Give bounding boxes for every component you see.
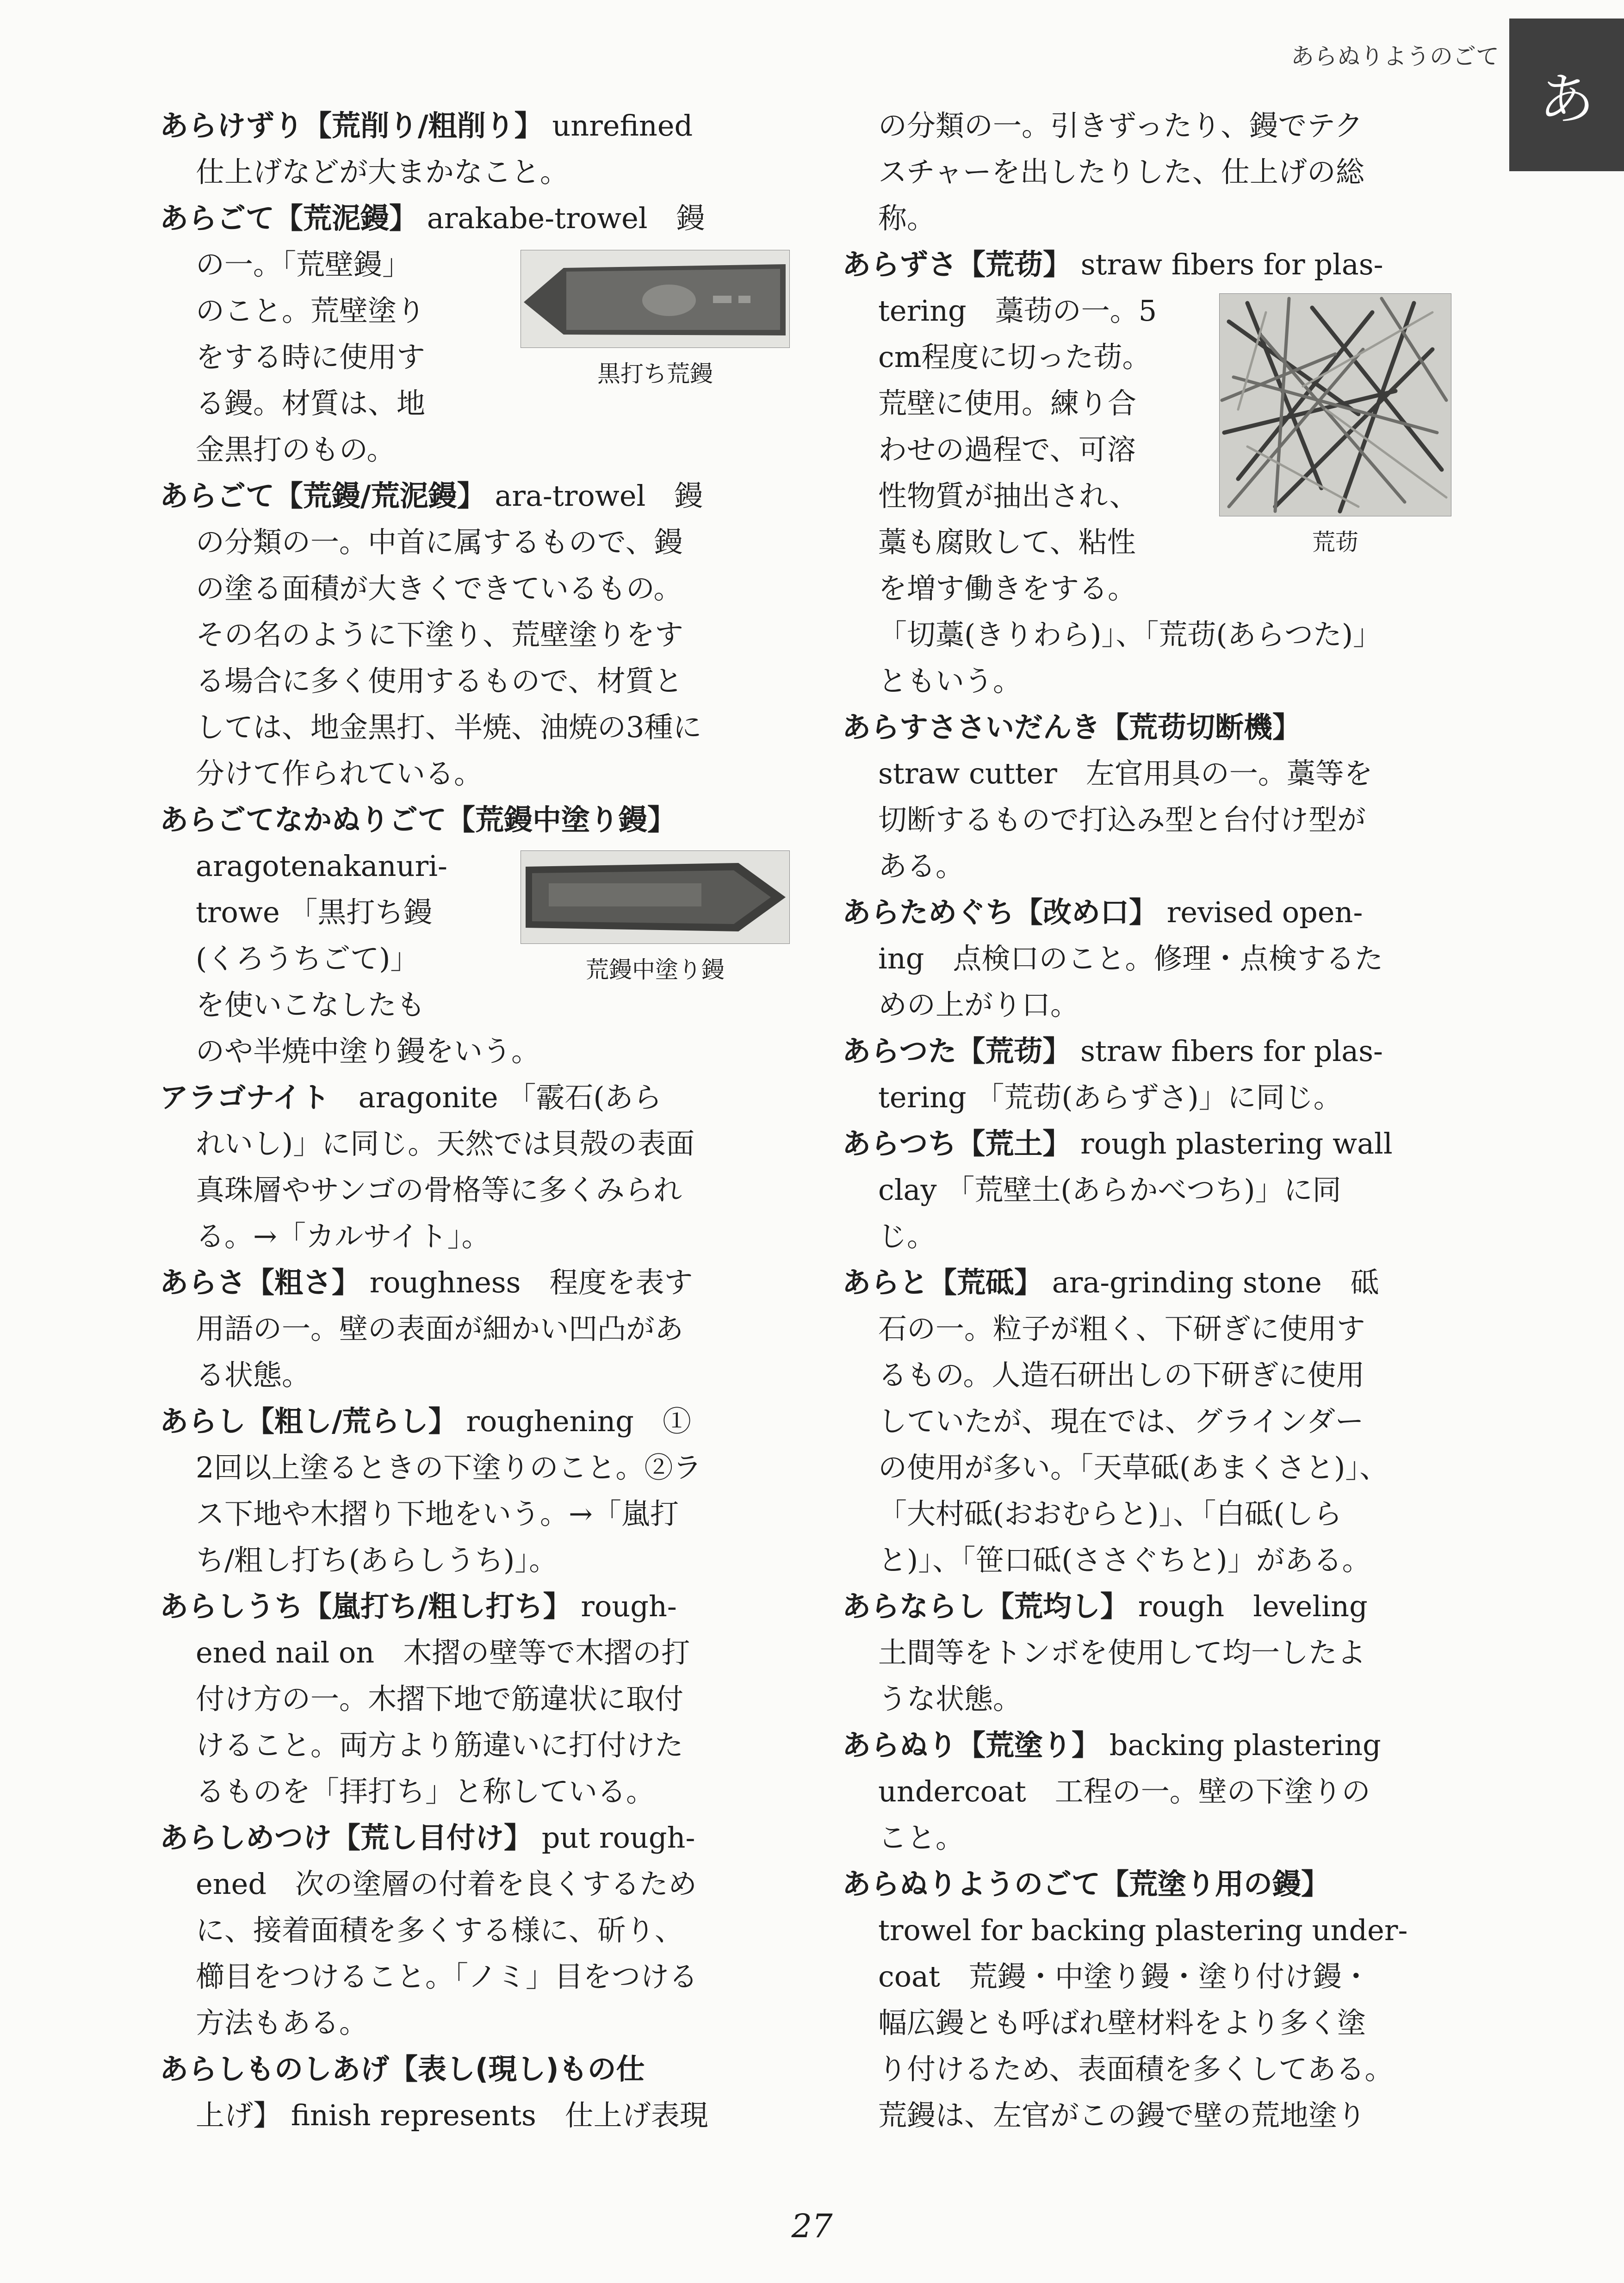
entry-headword: アラゴナイト — [160, 1080, 330, 1114]
entry-line: 切断するもので打込み型と台付け型が — [878, 803, 1366, 837]
entry-text: rough- — [571, 1589, 677, 1623]
entry-headword: あらごて【荒泥鏝】 — [160, 201, 418, 235]
entry-text: revised open- — [1158, 895, 1363, 929]
entry-line: 土間等をトンボを使用して均一したよ — [878, 1636, 1366, 1669]
entry-line: 荒壁に使用。練り合 — [878, 386, 1137, 420]
entry-line — [160, 797, 793, 843]
figure-caption: 荒苆 — [1312, 529, 1358, 556]
figure-caption: 黒打ち荒鏝 — [597, 360, 713, 387]
entry-headword: あらならし【荒均し】 — [842, 1589, 1129, 1623]
entry-line — [160, 1259, 793, 1306]
entry-line: その名のように下塗り、荒壁塗りをす — [196, 618, 684, 651]
entry-line: ス下地や木摺り下地をいう。→「嵐打 — [196, 1497, 679, 1531]
middle-coat-trowel-photo — [521, 850, 790, 944]
entry-text: ara-trowel 鏝 — [485, 479, 703, 513]
entry-headword: あらと【荒砥】 — [842, 1266, 1043, 1299]
figure-caption: 荒鏝中塗り鏝 — [586, 956, 725, 983]
entry-text: backing plastering — [1100, 1728, 1381, 1762]
entry-line: るもの。人造石研出しの下研ぎに使用 — [878, 1358, 1365, 1392]
entry-line: ち/粗し打ち(あらしうち)」。 — [196, 1543, 558, 1577]
entry-text: arakabe-trowel 鏝 — [418, 201, 705, 235]
entry-text: aragonite 「霰石(あら — [329, 1080, 662, 1114]
entry-headword: あらごて【荒鏝/荒泥鏝】 — [160, 479, 486, 513]
entry-line: aragotenakanuri- — [196, 849, 447, 883]
entry-line: れいし)」に同じ。天然では貝殻の表面 — [196, 1127, 695, 1160]
dictionary-entry — [842, 1028, 1481, 1121]
trowel-figure — [521, 850, 790, 984]
entry-line — [160, 1583, 793, 1630]
entry-text: put rough- — [533, 1821, 695, 1855]
entry-line: り付けるため、表面積を多くしてある。 — [878, 2052, 1394, 2086]
entry-headword: あらしうち【嵐打ち/粗し打ち】 — [160, 1589, 572, 1623]
entry-line: trowe 「黒打ち鏝 — [196, 895, 433, 929]
index-thumb-tab: あ — [1509, 19, 1624, 171]
entry-line — [160, 2046, 793, 2092]
entry-line: る状態。 — [196, 1358, 311, 1392]
straw-fibers-photo — [1219, 293, 1451, 516]
entry-line: めの上がり口。 — [878, 988, 1079, 1022]
entry-line — [842, 1028, 1481, 1074]
dictionary-entry — [160, 195, 793, 473]
dictionary-entry — [842, 1583, 1481, 1722]
dictionary-entry — [160, 1583, 793, 1815]
entry-line: 金黒打のもの。 — [196, 433, 396, 466]
entry-headword: あらためぐち【改め口】 — [842, 895, 1158, 929]
entry-headword: あらごてなかぬりごて【荒鏝中塗り鏝】 — [160, 803, 676, 837]
dictionary-entry — [842, 242, 1481, 704]
entry-line: けること。両方より筋違いに打付けた — [196, 1728, 684, 1762]
straw-figure — [1219, 293, 1451, 556]
dictionary-entry — [842, 704, 1481, 889]
entry-line — [160, 1074, 793, 1121]
dictionary-entry — [842, 1722, 1481, 1861]
entry-line: こと。 — [878, 1821, 965, 1855]
entry-line: 荒鏝は、左官がこの鏝で壁の荒地塗り — [878, 2098, 1366, 2132]
entry-headword: あらぬり【荒塗り】 — [842, 1728, 1101, 1762]
entry-line — [160, 1398, 793, 1445]
black-trowel-photo — [521, 250, 790, 348]
entry-line: undercoat 工程の一。壁の下塗りの — [878, 1774, 1370, 1808]
entry-line: る鏝。材質は、地 — [196, 386, 426, 420]
dictionary-entry — [842, 1861, 1481, 2139]
entry-line — [160, 103, 793, 149]
page-number: 27 — [791, 2207, 833, 2245]
entry-headword: あらずさ【荒苆】 — [842, 248, 1072, 281]
dictionary-entry — [160, 2046, 793, 2139]
entry-text: ara-grinding stone 砥 — [1043, 1266, 1379, 1299]
entry-line: straw cutter 左官用具の一。藁等を — [878, 757, 1373, 790]
entry-line: ened nail on 木摺の壁等で木摺の打 — [196, 1636, 690, 1669]
entry-line — [842, 1861, 1481, 1907]
entry-line: と)」、「笹口砥(ささぐちと)」がある。 — [878, 1543, 1371, 1577]
entry-line: 石の一。粒子が粗く、下研ぎに使用す — [878, 1312, 1365, 1346]
entry-line: 「大村砥(おおむらと)」、「白砥(しら — [878, 1497, 1342, 1531]
entry-line: 「切藁(きりわら)」、「荒苆(あらつた)」 — [878, 618, 1382, 651]
dictionary-entry — [160, 1259, 793, 1398]
entry-line: ing 点検口のこと。修理・点検するた — [878, 942, 1383, 975]
entry-text: unrefined — [543, 109, 693, 143]
entry-line: clay 「荒壁土(あらかべつち)」に同 — [878, 1173, 1341, 1207]
entry-line — [842, 1121, 1481, 1167]
entry-headword: あらしものしあげ【表し(現し)もの仕 — [160, 2052, 645, 2086]
entry-text: rough plastering wall — [1071, 1127, 1393, 1160]
entry-line: ともいう。 — [878, 664, 1022, 698]
entry-line: tering 藁苆の一。5 — [878, 294, 1157, 328]
entry-headword: あらつた【荒苆】 — [842, 1034, 1072, 1068]
entry-line: ある。 — [878, 849, 965, 883]
entry-line — [842, 704, 1481, 751]
dictionary-entry — [160, 103, 793, 195]
entry-line: うな状態。 — [878, 1682, 1022, 1716]
entry-line: cm程度に切った苆。 — [878, 340, 1151, 374]
entry-headword: あらさ【粗さ】 — [160, 1266, 361, 1299]
entry-line: 2回以上塗るときの下塗りのこと。②ラ — [196, 1451, 702, 1484]
entry-line: わせの過程で、可溶 — [878, 433, 1136, 466]
dictionary-entry-continued — [842, 103, 1481, 242]
dictionary-entry — [160, 1398, 793, 1583]
entry-line — [160, 195, 793, 242]
entry-line: じ。 — [878, 1219, 936, 1253]
entry-line: 分けて作られている。 — [196, 757, 483, 790]
entry-line: 用語の一。壁の表面が細かい凹凸があ — [196, 1312, 684, 1346]
left-column — [160, 103, 793, 2139]
dictionary-entry — [160, 1815, 793, 2046]
entry-line: 称。 — [878, 201, 936, 235]
entry-line: に、接着面積を多くする様に、斫り、 — [196, 1913, 684, 1947]
entry-line: 仕上げなどが大まかなこと。 — [196, 155, 569, 189]
entry-line: の分類の一。引きずったり、鏝でテク — [878, 109, 1363, 143]
entry-line: の塗る面積が大きくできているもの。 — [196, 571, 682, 605]
entry-text: roughness 程度を表す — [360, 1266, 693, 1299]
entry-line: るものを「拝打ち」と称している。 — [196, 1774, 655, 1808]
entry-text: straw fibers for plas- — [1072, 248, 1383, 281]
entry-line: trowel for backing plastering under- — [878, 1913, 1408, 1947]
entry-line: 幅広鏝とも呼ばれ壁材料をより多く塗 — [878, 2006, 1366, 2040]
entry-headword: あらすささいだんき【荒苆切断機】 — [842, 710, 1302, 744]
entry-line: ened 次の塗層の付着を良くするため — [196, 1867, 697, 1901]
entry-line: 上げ】 finish represents 仕上げ表現 — [196, 2098, 708, 2132]
entry-headword: あらぬりようのごて【荒塗り用の鏝】 — [842, 1867, 1330, 1901]
entry-line: しては、地金黒打、半焼、油焼の3種に — [196, 710, 702, 744]
entry-text: straw fibers for plas- — [1071, 1034, 1383, 1068]
entry-line: 真珠層やサンゴの骨格等に多くみられ — [196, 1173, 682, 1207]
entry-headword: あらし【粗し/荒らし】 — [160, 1404, 457, 1438]
entry-line — [842, 1722, 1481, 1768]
entry-line — [842, 889, 1481, 936]
entry-line: る場合に多く使用するもので、材質と — [196, 664, 683, 698]
dictionary-entry — [160, 797, 793, 1074]
entry-line — [842, 242, 1481, 288]
entry-line — [160, 473, 793, 519]
entry-line: tering 「荒苆(あらずさ)」に同じ。 — [878, 1080, 1342, 1114]
entry-line: をする時に使用す — [196, 340, 426, 374]
entry-line: の分類の一。中首に属するもので、鏝 — [196, 525, 683, 559]
running-head: あらぬりようのごて — [1291, 43, 1499, 70]
entry-text: roughening ① — [457, 1404, 691, 1438]
trowel-figure — [521, 250, 790, 388]
entry-line — [842, 1259, 1481, 1306]
right-column — [842, 103, 1481, 2139]
entry-line: 方法もある。 — [196, 2006, 368, 2040]
entry-text: rough leveling — [1129, 1589, 1368, 1623]
entry-line: の使用が多い。「天草砥(あまくさと)」、 — [878, 1451, 1388, 1484]
entry-line — [160, 1815, 793, 1861]
dictionary-entry — [160, 1074, 793, 1259]
entry-line: のや半焼中塗り鏝をいう。 — [196, 1034, 540, 1068]
entry-line: 性物質が抽出され、 — [878, 479, 1138, 513]
dictionary-entry — [842, 1259, 1481, 1583]
entry-line — [842, 1583, 1481, 1630]
entry-headword: あらつち【荒土】 — [842, 1127, 1072, 1160]
dictionary-entry — [160, 473, 793, 797]
entry-line: (くろうちごて)」 — [196, 942, 419, 975]
entry-line: る。→「カルサイト」。 — [196, 1219, 490, 1253]
entry-line: を使いこなしたも — [196, 988, 426, 1022]
dictionary-entry — [842, 1121, 1481, 1259]
entry-line: 付け方の一。木摺下地で筋違状に取付 — [196, 1682, 684, 1716]
entry-line: coat 荒鏝・中塗り鏝・塗り付け鏝・ — [878, 1960, 1370, 1993]
entry-line: スチャーを出したりした、仕上げの総 — [878, 155, 1364, 189]
dictionary-entry — [842, 889, 1481, 1028]
entry-line: の一。「荒壁鏝」 — [196, 248, 411, 281]
entry-line: のこと。荒壁塗り — [196, 294, 426, 328]
entry-line: 櫛目をつけること。「ノミ」目をつける — [196, 1960, 698, 1993]
entry-headword: あらしめつけ【荒し目付け】 — [160, 1821, 533, 1855]
entry-headword: あらけずり【荒削り/粗削り】 — [160, 109, 543, 143]
entry-line: 藁も腐敗して、粘性 — [878, 525, 1136, 559]
entry-line: していたが、現在では、グラインダー — [878, 1404, 1364, 1438]
entry-line: を増す働きをする。 — [878, 571, 1137, 605]
